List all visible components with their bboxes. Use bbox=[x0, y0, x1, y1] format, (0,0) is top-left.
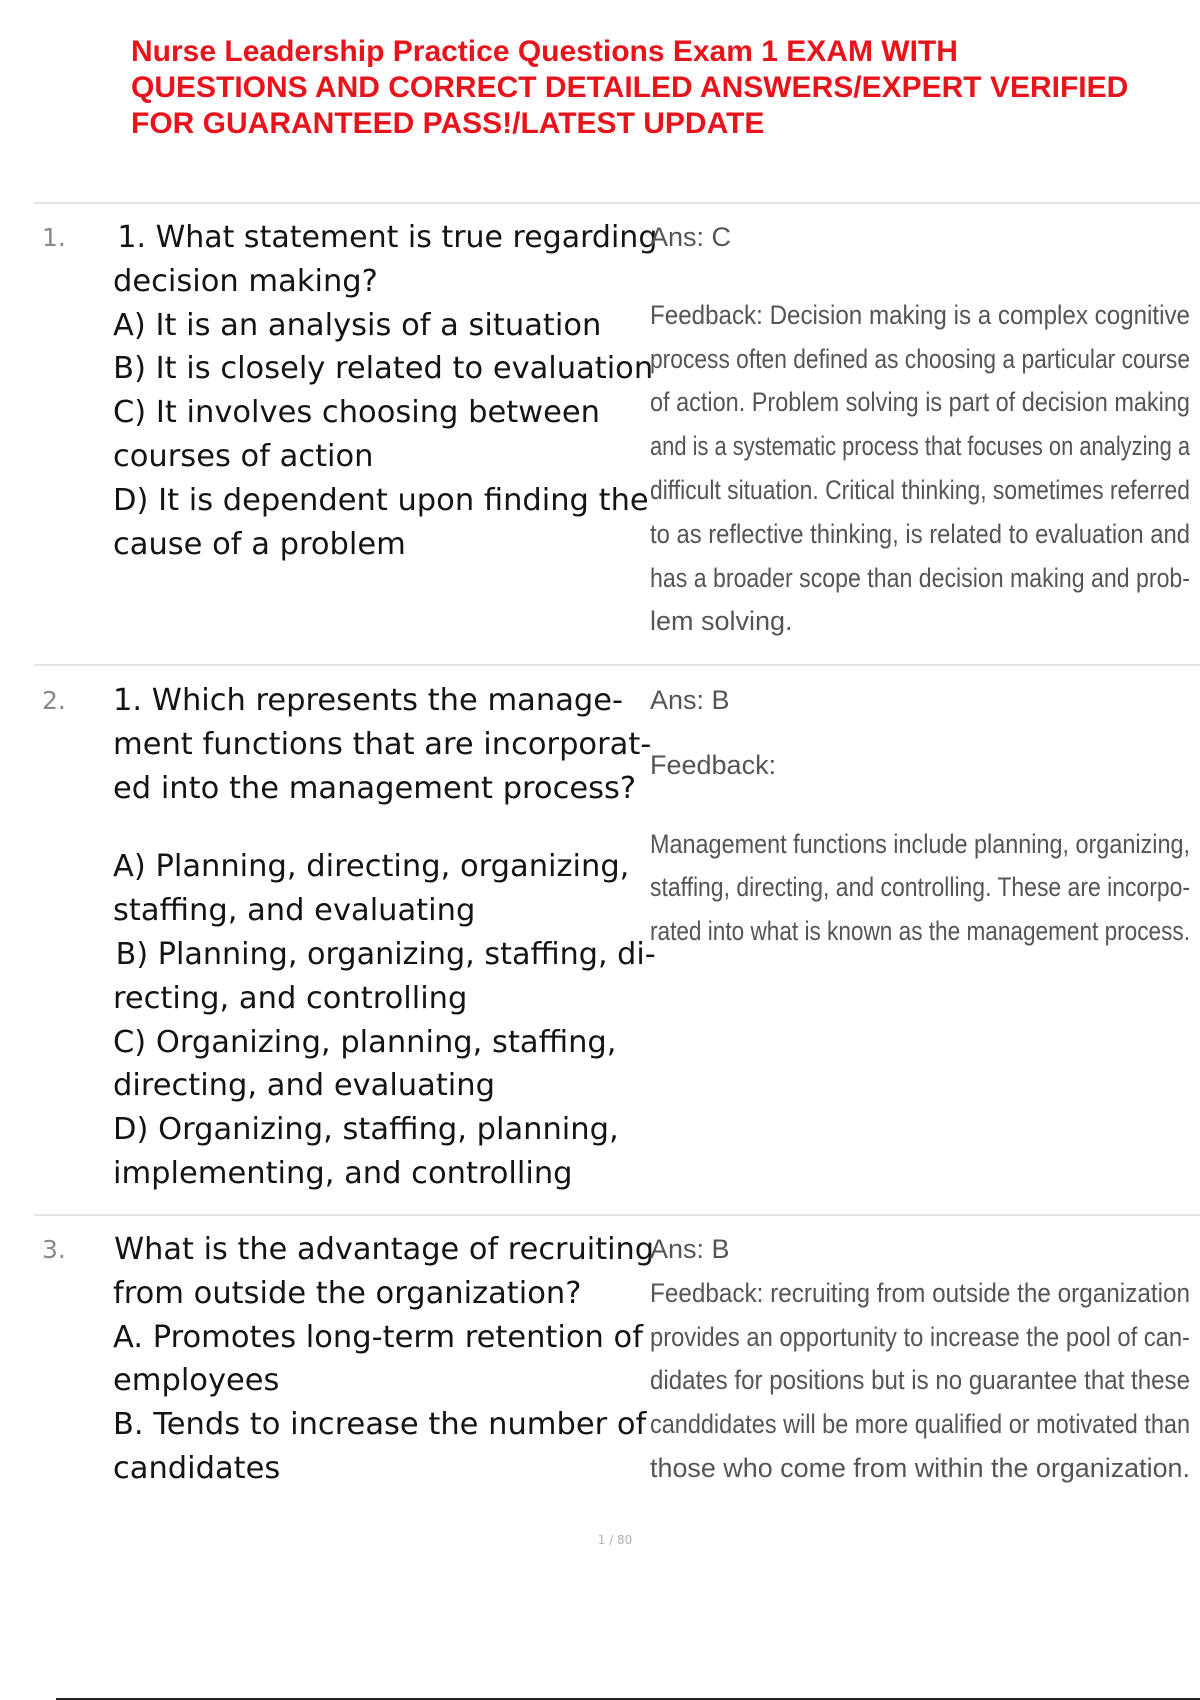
question-line: What is the advantage of recruiting bbox=[114, 1232, 655, 1267]
question-line: from outside the organization? bbox=[113, 1275, 582, 1311]
row-divider bbox=[34, 1214, 1200, 1216]
question-text bbox=[113, 679, 656, 1196]
question-text bbox=[113, 1228, 653, 1491]
question-line: ed into the management process? bbox=[113, 770, 637, 806]
option-line: candidates bbox=[113, 1450, 281, 1486]
page-indicator: 1 / 80 bbox=[597, 1533, 633, 1547]
option-line: courses of action bbox=[113, 438, 374, 474]
feedback-line: has a broader scope than decision making and prob- bbox=[650, 562, 1191, 593]
option-line: recting, and controlling bbox=[113, 980, 468, 1016]
option-line: C) It involves choosing between bbox=[113, 395, 600, 431]
feedback-line: didates for positions but is no guarantee that these bbox=[650, 1365, 1190, 1396]
answer-column bbox=[650, 679, 1190, 954]
row-divider bbox=[34, 202, 1200, 204]
question-number: 2. bbox=[42, 686, 66, 715]
feedback-line: lem solving. bbox=[650, 606, 793, 637]
feedback-line: difficult situation. Critical thinking, sometimes referred bbox=[650, 474, 1191, 505]
feedback-line: canddidates will be more qualified or motivated than bbox=[650, 1409, 1191, 1440]
feedback-line: those who come from within the organization. bbox=[650, 1452, 1190, 1483]
question-number: 3. bbox=[42, 1235, 66, 1264]
question-line: decision making? bbox=[113, 263, 378, 299]
feedback-line: staffing, directing, and controlling. These are incorpo- bbox=[650, 872, 1191, 903]
option-line: staffing, and evaluating bbox=[113, 893, 476, 929]
feedback-line: Feedback: Decision making is a complex cognitive bbox=[650, 299, 1190, 330]
feedback-line: and is a systematic process that focuses on analyzing a bbox=[650, 431, 1191, 462]
feedback-line: of action. Problem solving is part of decision making bbox=[650, 387, 1190, 418]
question-line: ment functions that are incorporat- bbox=[113, 726, 652, 762]
answer-key: Ans: B bbox=[650, 1234, 730, 1264]
answer-key: Ans: B bbox=[650, 685, 730, 715]
option-line: D) It is dependent upon finding the bbox=[113, 482, 649, 518]
feedback-line: process often defined as choosing a particular course bbox=[650, 343, 1191, 374]
feedback-line: provides an opportunity to increase the pool of can- bbox=[650, 1321, 1190, 1352]
question-number: 1. bbox=[42, 223, 66, 252]
option-line: A) It is an analysis of a situation bbox=[113, 307, 602, 343]
option-line: B. Tends to increase the number of bbox=[113, 1407, 647, 1443]
option-line: A) Planning, directing, organizing, bbox=[113, 849, 630, 885]
document-title bbox=[131, 34, 1191, 142]
question-text bbox=[113, 216, 658, 566]
option-line: C) Organizing, planning, staffing, bbox=[113, 1024, 617, 1060]
answer-column bbox=[650, 216, 1190, 644]
answer-key: Ans: C bbox=[650, 222, 732, 252]
feedback-line: to as reflective thinking, is related to evaluation and bbox=[650, 518, 1190, 549]
option-line: A. Promotes long-term retention of bbox=[113, 1319, 643, 1355]
option-line: employees bbox=[113, 1363, 280, 1399]
option-line: implementing, and controlling bbox=[113, 1155, 573, 1191]
option-line: B) Planning, organizing, staffing, di- bbox=[115, 936, 656, 972]
feedback-line: rated into what is known as the management process. bbox=[650, 916, 1190, 947]
question-line: 1. Which represents the manage- bbox=[113, 683, 624, 718]
answer-column bbox=[650, 1228, 1190, 1491]
option-line: B) It is closely related to evaluation bbox=[113, 351, 654, 387]
option-line: cause of a problem bbox=[113, 526, 406, 562]
feedback-line: Management functions include planning, organizing, bbox=[650, 828, 1191, 859]
option-line: directing, and evaluating bbox=[113, 1068, 495, 1104]
option-line: D) Organizing, staffing, planning, bbox=[113, 1112, 619, 1148]
row-divider bbox=[34, 664, 1200, 666]
title-line: Nurse Leadership Practice Questions Exam 1 EXAM WITH bbox=[131, 35, 958, 68]
title-line: QUESTIONS AND CORRECT DETAILED ANSWERS/EXPERT VERIFIED bbox=[131, 71, 1129, 104]
title-line: FOR GUARANTEED PASS!/LATEST UPDATE bbox=[131, 107, 765, 140]
question-line: 1. What statement is true regarding bbox=[117, 220, 658, 255]
feedback-label: Feedback: bbox=[650, 749, 777, 780]
feedback-line: Feedback: recruiting from outside the organization bbox=[650, 1277, 1190, 1308]
